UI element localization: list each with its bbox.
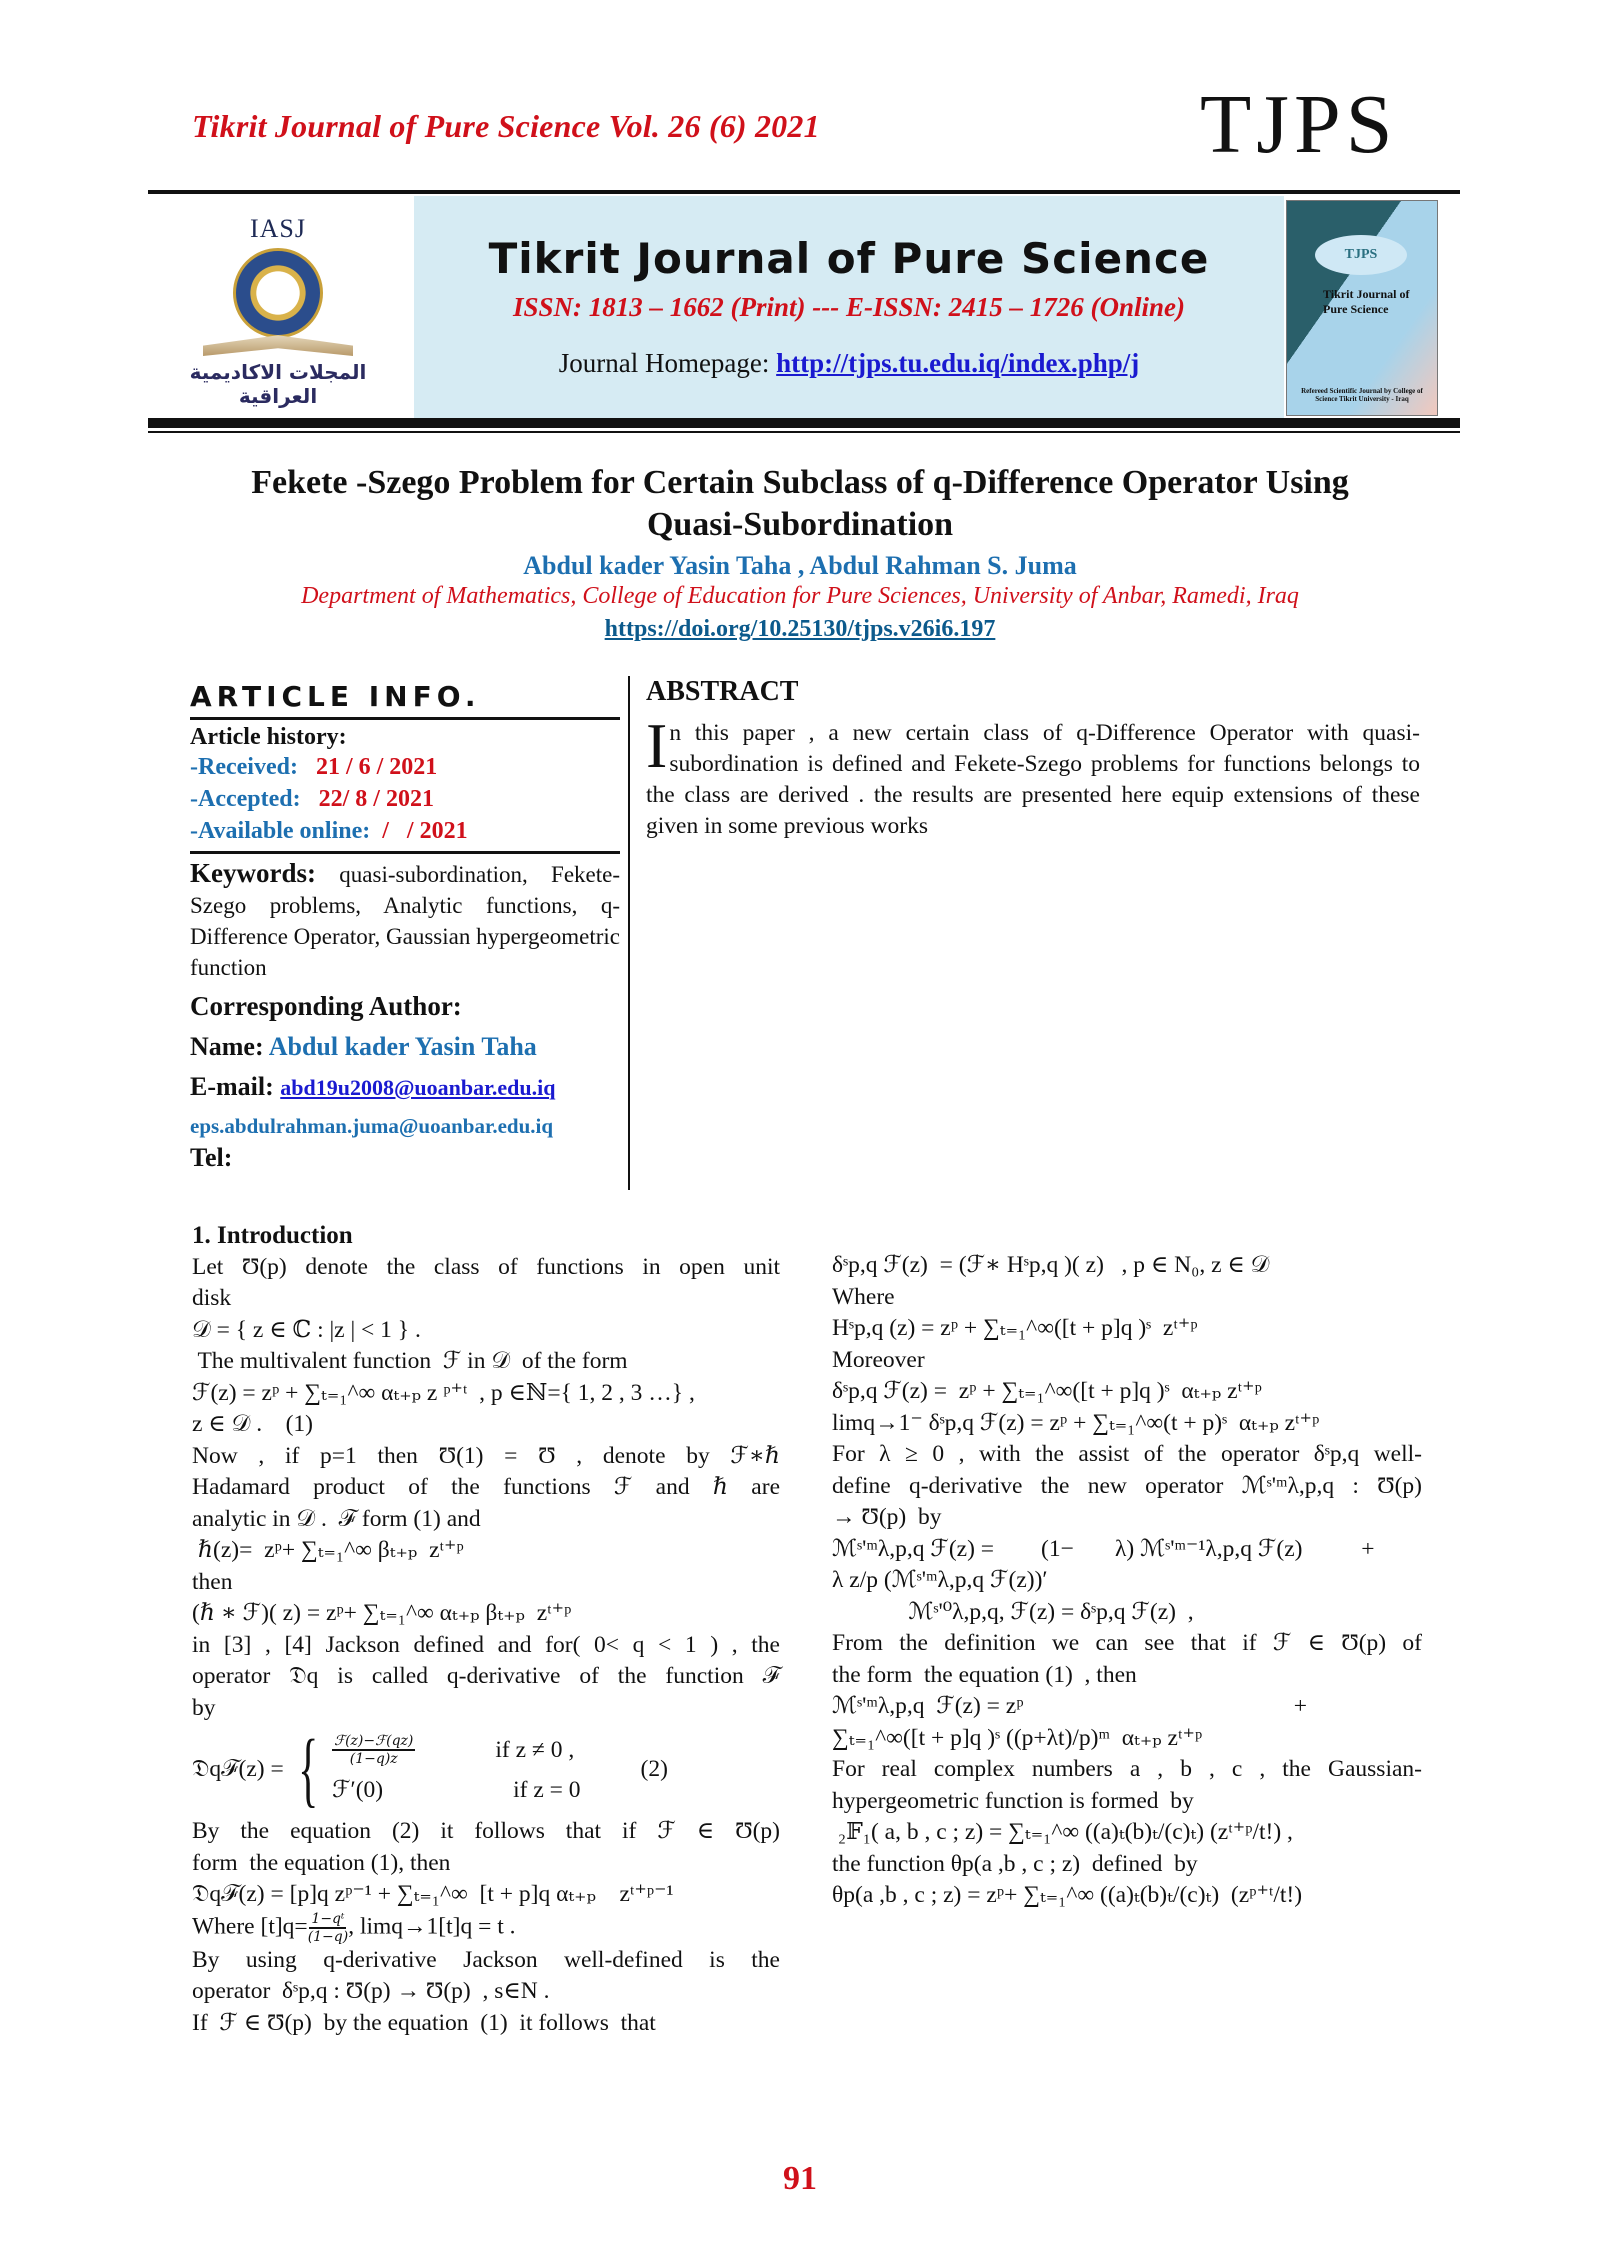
- text-line: If ℱ ∈ Ʊ(p) by the equation (1) it follows that: [192, 2009, 656, 2036]
- banner-top-rule: [148, 190, 1460, 194]
- abstract-heading: ABSTRACT: [646, 676, 799, 707]
- email-link[interactable]: abd19u2008@uoanbar.edu.iq: [280, 1075, 556, 1100]
- piecewise-cases: [332, 1733, 580, 1807]
- homepage-label: Journal Homepage:: [558, 348, 777, 378]
- text-line: analytic in 𝒟 . ℱ form (1) and: [192, 1505, 481, 1532]
- banner-bottom-rule: [148, 418, 1460, 428]
- text-line: Hadamard product of the functions ℱ and ℏ are: [192, 1474, 780, 1500]
- text-line: For real complex numbers a , b , c , the Gaussian-: [832, 1756, 1422, 1782]
- where-tail: , limq→1[t]q = t .: [348, 1912, 516, 1939]
- piecewise-equation: [192, 1724, 780, 1816]
- cover-acronym: TJPS: [1315, 235, 1407, 275]
- case-1-condition: if z ≠ 0 ,: [495, 1736, 575, 1763]
- keywords-label: Keywords:: [190, 858, 316, 888]
- text-line: δˢp,q ℱ(z) = (ℱ∗ Hˢp,q )( z) , p ∈ N₀, z ∈ 𝒟: [832, 1252, 1270, 1278]
- text-line: ℳˢ'ᵐλ,p,q ℱ(z) = zᵖ +: [832, 1693, 1308, 1719]
- accepted-row: [190, 783, 620, 815]
- accepted-label: -Accepted:: [190, 786, 301, 812]
- piecewise-lhs: 𝔇qℱ(z) =: [192, 1756, 284, 1783]
- text-line: ℏ(z)= zᵖ+ ∑ₜ₌₁^∞ βₜ₊ₚ zᵗ⁺ᵖ: [192, 1537, 464, 1563]
- iasj-logo-title: IASJ: [249, 214, 306, 243]
- text-line: ℱ(z) = zᵖ + ∑ₜ₌₁^∞ αₜ₊ₚ z ᵖ⁺ᵗ , p ∈ℕ={ 1, 2 , 3 …} ,: [192, 1379, 695, 1406]
- iasj-logo: [178, 214, 378, 414]
- left-column-lines: [192, 1252, 780, 1725]
- title-line-2: Quasi-Subordination: [646, 506, 954, 543]
- text-line: Let Ʊ(p) denote the class of functions in open unit: [192, 1253, 780, 1280]
- doi-link[interactable]: https://doi.org/10.25130/tjps.v26i6.197: [604, 616, 996, 642]
- banner-bottom-rule-thin: [148, 431, 1460, 433]
- article-authors: Abdul kader Yasin Taha , Abdul Rahman S. Juma: [523, 551, 1077, 580]
- iasj-arabic-name: المجلات الاكاديمية العراقية: [189, 360, 367, 408]
- where-fraction: [308, 1911, 349, 1945]
- text-line: (ℏ ∗ ℱ)( z) = zᵖ+ ∑ₜ₌₁^∞ αₜ₊ₚ βₜ₊ₚ zᵗ⁺ᵖ: [192, 1600, 572, 1626]
- email-secondary: eps.abdulrahman.juma@uoanbar.edu.iq: [190, 1114, 554, 1138]
- abstract-dropcap: I: [646, 710, 668, 781]
- case-2-value: ℱ′(0): [332, 1777, 384, 1804]
- text-line: Now , if p=1 then Ʊ(1) = Ʊ , denote by ℱ∗ℏ: [192, 1442, 780, 1469]
- journal-acronym: TJPS: [1200, 78, 1398, 171]
- case-1: [332, 1733, 580, 1767]
- text-line: 𝔇qℱ(z) = [p]q zᵖ⁻¹ + ∑ₜ₌₁^∞ [t + p]q αₜ₊ₚ zᵗ⁺ᵖ⁻¹: [192, 1881, 674, 1907]
- corresponding-author-label: Corresponding Author:: [190, 991, 462, 1021]
- text-line: Hˢp,q (z) = zᵖ + ∑ₜ₌₁^∞([t + p]q )ˢ zᵗ⁺ᵖ: [832, 1315, 1198, 1341]
- article-doi: [160, 616, 1440, 643]
- text-line: For λ ≥ 0 , with the assist of the operator δˢp,q well-: [832, 1441, 1422, 1467]
- title-line-1: Fekete -Szego Problem for Certain Subclass of q-Difference Operator Using: [251, 464, 1349, 501]
- abstract: [646, 676, 1420, 842]
- text-line: hypergeometric function is formed by: [832, 1787, 1194, 1814]
- email-row: [190, 1072, 620, 1102]
- article-title: [160, 462, 1440, 546]
- name-value: Abdul kader Yasin Taha: [268, 1032, 537, 1061]
- email-label: E-mail:: [190, 1072, 274, 1101]
- article-info-heading: ARTICLE INFO.: [190, 680, 620, 720]
- brace-icon: {: [297, 1723, 318, 1816]
- received-value: 21 / 6 / 2021: [315, 754, 438, 780]
- text-line: 𝒟 = { z ∈ ℂ : |z | < 1 } .: [192, 1316, 421, 1343]
- keywords: [190, 858, 620, 983]
- text-line: λ z/p (ℳˢ'ᵐλ,p,q ℱ(z))′: [832, 1567, 1048, 1593]
- case-2: [332, 1775, 580, 1807]
- case-1-denominator: (1−q)z: [349, 1751, 398, 1768]
- keywords-value: quasi-subordination, Fekete-Szego problems, Analytic functions, q-Difference Operator, Gaussian hypergeometric function: [190, 862, 620, 980]
- text-line: By using q-derivative Jackson well-defined is the: [192, 1946, 780, 1973]
- where-numerator: 1−qᵗ: [311, 1910, 345, 1927]
- text-line: z ∈ 𝒟 . (1): [192, 1411, 313, 1437]
- text-line: operator 𝔇q is called q-derivative of the function ℱ: [192, 1663, 780, 1689]
- author-name-row: [190, 1032, 620, 1062]
- text-line: by: [192, 1694, 216, 1721]
- equation-number: (2): [640, 1756, 668, 1783]
- text-line: θp(a ,b , c ; z) = zᵖ+ ∑ₜ₌₁^∞ ((a)ₜ(b)ₜ/(c)ₜ) (zᵖ⁺ᵗ/t!): [832, 1882, 1303, 1908]
- online-label: -Available online:: [190, 818, 371, 844]
- text-line: then: [192, 1568, 233, 1595]
- text-line: Moreover: [832, 1346, 925, 1373]
- where-denominator: (1−q): [307, 1928, 349, 1945]
- journal-issn: ISSN: 1813 – 1662 (Print) --- E-ISSN: 2415 – 1726 (Online): [512, 292, 1186, 322]
- accepted-value: 22/ 8 / 2021: [318, 786, 434, 812]
- text-line: Where: [832, 1283, 895, 1310]
- text-line: define q-derivative the new operator ℳˢ'ᵐλ,p,q : Ʊ(p): [832, 1472, 1422, 1499]
- case-2-condition: if z = 0: [513, 1777, 581, 1804]
- introduction-column-left: [192, 1220, 780, 2039]
- text-line: operator δˢp,q : Ʊ(p) → Ʊ(p) , s∈N .: [192, 1978, 550, 2004]
- name-label: Name:: [190, 1032, 264, 1061]
- running-head: Tikrit Journal of Pure Science Vol. 26 (6) 2021: [192, 108, 820, 144]
- case-1-fraction: [332, 1733, 415, 1767]
- text-line: the form the equation (1) , then: [832, 1661, 1137, 1688]
- journal-title: Tikrit Journal of Pure Science: [488, 234, 1210, 283]
- text-line: ℳˢ'⁰λ,p,q, ℱ(z) = δˢp,q ℱ(z) ,: [832, 1598, 1194, 1625]
- article-history: [190, 724, 620, 854]
- abstract-body: n this paper , a new certain class of q-Difference Operator with quasi-subordination is defined and Fekete-Szego problems for functions belongs to the class are derived . the results are presented here equip extensions of these given in some previous works: [646, 720, 1420, 839]
- journal-homepage: [414, 348, 1284, 379]
- homepage-link[interactable]: http://tjps.tu.edu.iq/index.php/j: [776, 348, 1140, 378]
- info-abstract-divider: [628, 676, 630, 1190]
- text-line: The multivalent function ℱ in 𝒟 of the form: [192, 1348, 628, 1374]
- left-column-lines-3: [192, 1945, 780, 2040]
- text-line: ℳˢ'ᵐλ,p,q ℱ(z) = (1− λ) ℳˢ'ᵐ⁻¹λ,p,q ℱ(z) +: [832, 1535, 1375, 1562]
- article-affiliation: Department of Mathematics, College of Education for Pure Sciences, University of Anbar, Ramedi, Iraq: [301, 583, 1299, 609]
- text-line: the function θp(a ,b , c ; z) defined by: [832, 1850, 1198, 1877]
- text-line: in [3] , [4] Jackson defined and for( 0< q < 1 ) , the: [192, 1631, 780, 1658]
- left-column-lines-2: [192, 1816, 780, 1911]
- page-number: 91: [783, 2160, 817, 2197]
- received-row: [190, 751, 620, 783]
- abstract-text: [646, 710, 1420, 842]
- text-line: form the equation (1), then: [192, 1849, 451, 1876]
- text-line: disk: [192, 1285, 232, 1311]
- where-line: [192, 1911, 780, 1945]
- article-info: [190, 680, 620, 1173]
- history-label: Article history:: [190, 724, 347, 750]
- cover-footer: Refereed Scientific Journal by College of Science Tikrit University - Iraq: [1301, 387, 1423, 403]
- online-row: [190, 815, 620, 847]
- journal-cover-image: [1286, 200, 1438, 416]
- right-column-lines: [832, 1250, 1422, 1912]
- text-line: limq→1⁻ δˢp,q ℱ(z) = zᵖ + ∑ₜ₌₁^∞(t + p)ˢ αₜ₊ₚ zᵗ⁺ᵖ: [832, 1409, 1320, 1436]
- section-heading: 1. Introduction: [192, 1222, 353, 1249]
- online-value: / / 2021: [382, 818, 468, 844]
- text-line: ∑ₜ₌₁^∞([t + p]q )ˢ ((p+λt)/p)ᵐ αₜ₊ₚ zᵗ⁺ᵖ: [832, 1724, 1203, 1751]
- introduction-column-right: [832, 1250, 1422, 1912]
- text-line: δˢp,q ℱ(z) = zᵖ + ∑ₜ₌₁^∞([t + p]q )ˢ αₜ₊ₚ zᵗ⁺ᵖ: [832, 1378, 1262, 1404]
- seal-icon: [233, 248, 323, 338]
- where-label: Where [t]q=: [192, 1912, 308, 1939]
- text-line: By the equation (2) it follows that if ℱ ∈ Ʊ(p): [192, 1818, 780, 1844]
- text-line: ₂𝔽₁( a, b , c ; z) = ∑ₜ₌₁^∞ ((a)ₜ(b)ₜ/(c)ₜ) (zᵗ⁺ᵖ/t!) ,: [832, 1819, 1293, 1845]
- text-line: → Ʊ(p) by: [832, 1504, 942, 1530]
- tel-label: Tel:: [190, 1143, 233, 1172]
- text-line: From the definition we can see that if ℱ ∈ Ʊ(p) of: [832, 1630, 1422, 1656]
- case-1-numerator: ℱ(z)−ℱ(qz): [334, 1733, 414, 1750]
- received-label: -Received:: [190, 754, 298, 780]
- cover-title: Tikrit Journal of Pure Science: [1323, 287, 1410, 316]
- journal-banner: [148, 196, 1460, 418]
